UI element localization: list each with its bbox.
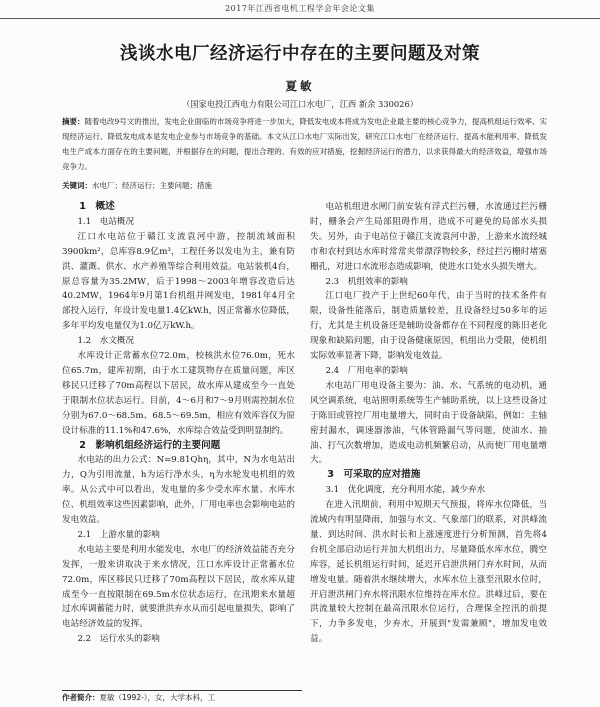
abstract [62, 114, 547, 174]
left-column [62, 200, 295, 647]
section-1-heading: 1 概述 [79, 201, 115, 212]
right-column [310, 200, 547, 647]
author-name: 夏敏 [285, 79, 315, 93]
section-2-4-text: 水电站厂用电设备主要为：油、水、气系统的电动机，通风空调系统，电站照明系统等生产辅助系统，以上这些设备过于陈旧或管控厂用电量增大，同时由于设备缺陷，例如：主轴密封漏水，调速器渗油，气体管路漏气等问题，使油水、抽油、打气次数增加，造成电动机频繁启动，从而使厂用电量增大。 [310, 380, 547, 466]
section-1-1-heading: 1.1 电站概况 [77, 216, 135, 227]
section-1-1-text: 江口水电站位于赣江支流袁河中游，控制流域面积3900km²，总库容8.9亿m³，工程任务以发电为主，兼有防洪、灌溉、供水、水产养殖等综合利用效益。电站装机4台，原总容量为35.2MW，后于1998～2003年增容改造后达40.2MW，1964年9月第1台机组并网发电，1981年4月全部投入运行，年设计发电量1.4亿kW.h，因正常蓄水位降低，多年平均发电量仅为1.0亿万kW.h。 [62, 231, 295, 332]
abstract-label: 摘要： [62, 117, 85, 126]
abstract-text: 随着电改9号文的推出，发电企业面临的市场竞争将进一步加大，降低发电成本将成为发电企业最主要的核心竞争力，提高机组运行效率、实现经济运行、降低发电成本是发电企业参与市场竞争的基础。本文从江口水电厂实际出发，研究江口水电厂在经济运行、提高水能利用率、降低发电生产成本方面存在的主要问题，并根据存在的问题，提出合理的、有效的应对措施，挖掘经济运行的潜力，以求获得最大的经济效益，增强市场竞争力。 [62, 117, 547, 171]
section-2-heading: 2 影响机组经济运行的主要问题 [79, 439, 221, 451]
footnote-text: 夏敏（1992-），女，大学本科，工 [99, 693, 216, 702]
affiliation: （国家电投江西电力有限公司江口水电厂，江西 新余 330026） [181, 99, 419, 109]
journal-header: 2017年江西省电机工程学会年会论文集 [0, 0, 600, 19]
section-3-1-text: 在进入汛期前，利用中短期天气预报，将库水位降低，当流域内有明显降雨，加强与水文、气象部门的联系，对洪峰流量、到达时间、洪水时长和上涨速度进行分析预测，首先将4台机全部启动运行并加大机组出力，尽量降低水库水位，腾空库容，延长机组运行时间，延迟开启泄洪闸门弃水时间，从而增发电量。随着洪水继续增大，水库水位上涨至汛限水位时，开启泄洪闸门弃水将汛限水位维持在库水位。洪峰过后，要在洪流量较大控制在最高汛限水位运行，合理保全控汛的前提下，力争多发电，少弃水，开展到"发需兼顾"，增加发电效益。 [310, 500, 547, 645]
section-1-2-heading: 1.2 水文概况 [77, 336, 135, 347]
footnote-label: 作者简介： [62, 693, 100, 702]
section-2-4-heading: 2.4 厂用电率的影响 [325, 365, 408, 376]
section-1-2-text: 水库设计正常蓄水位72.0m，校核洪水位76.0m，死水位65.7m，建库初期，由于水工建筑物存在质量问题，库区移民只迁移了70m高程以下居民，故水库从建成至今一直处于限制水位状态运行。目前，4～6月和7～9月则需控制水位分别为67.0～68.5m、68.5～69.5m，相应有效库容仅为原设计标准的11.1%和47.6%，水库综合效益受到明显制约。 [62, 351, 295, 436]
section-2-1-text: 水电站主要是利用水能发电，水电厂的经济效益能否充分发挥，一般来讲取决于来水情况，江口水库设计正常蓄水位72.0m，库区移民只迁移了70m高程以下居民，故水库从建成至今一直按限制在69.5m水位状态运行，在汛期来水量超过水库调蓄能力时，就要泄洪弃水从而引起电量损失，影响了电站经济效益的发挥。 [62, 544, 295, 630]
keywords [62, 178, 547, 193]
section-2-3-heading: 2.3 机组效率的影响 [325, 276, 408, 287]
section-2-text: 水电站的出力公式：N=9.81Qhη，其中，N为水电站出力，Q为引用流量，h为运行净水头，η为水轮发电机组的效率。从公式中可以看出，发电量的多少受水库水量、水库水位、机组效率这些因素影响，此外，厂用电率也会影响电站的发电效益。 [62, 455, 295, 526]
section-3-heading: 3 可采取的应对措施 [327, 469, 421, 481]
section-2-2-text: 电站机组进水闸门前安装有浮式拦污栅，水流通过拦污栅时，栅条会产生局部阻碍作用，造成不可避免的局部水头损失。另外，由于电站位于赣江支流袁河中游，上游来水流经城市和农村到达水库时常常夹带漂浮物较多，经过拦污栅时堵塞栅孔，对进口水流形态造成影响，使进水口处水头损失增大。 [310, 202, 547, 272]
section-2-2-heading: 2.2 运行水头的影响 [77, 634, 160, 645]
paper-title: 浅谈水电厂经济运行中存在的主要问题及对策 [120, 44, 480, 64]
section-3-1-heading: 3.1 优化调度，充分利用水能，减少弃水 [325, 485, 486, 496]
author-footnote [62, 690, 302, 703]
keywords-label: 关键词： [62, 181, 92, 190]
section-2-1-heading: 2.1 上游水量的影响 [77, 529, 160, 540]
section-2-3-text: 江口电厂投产于上世纪60年代，由于当时的技术条件有限，设备性能落后，制造质量较差，且设备经过50多年的运行，尤其是主机设备还是辅助设备都存在不同程度的陈旧老化现象和缺陷问题，由于设备健康原因，机组出力受限，使机组实际效率显著下降，影响发电效益。 [310, 291, 547, 362]
keywords-text: 水电厂；经济运行；主要问题；措施 [92, 181, 212, 190]
